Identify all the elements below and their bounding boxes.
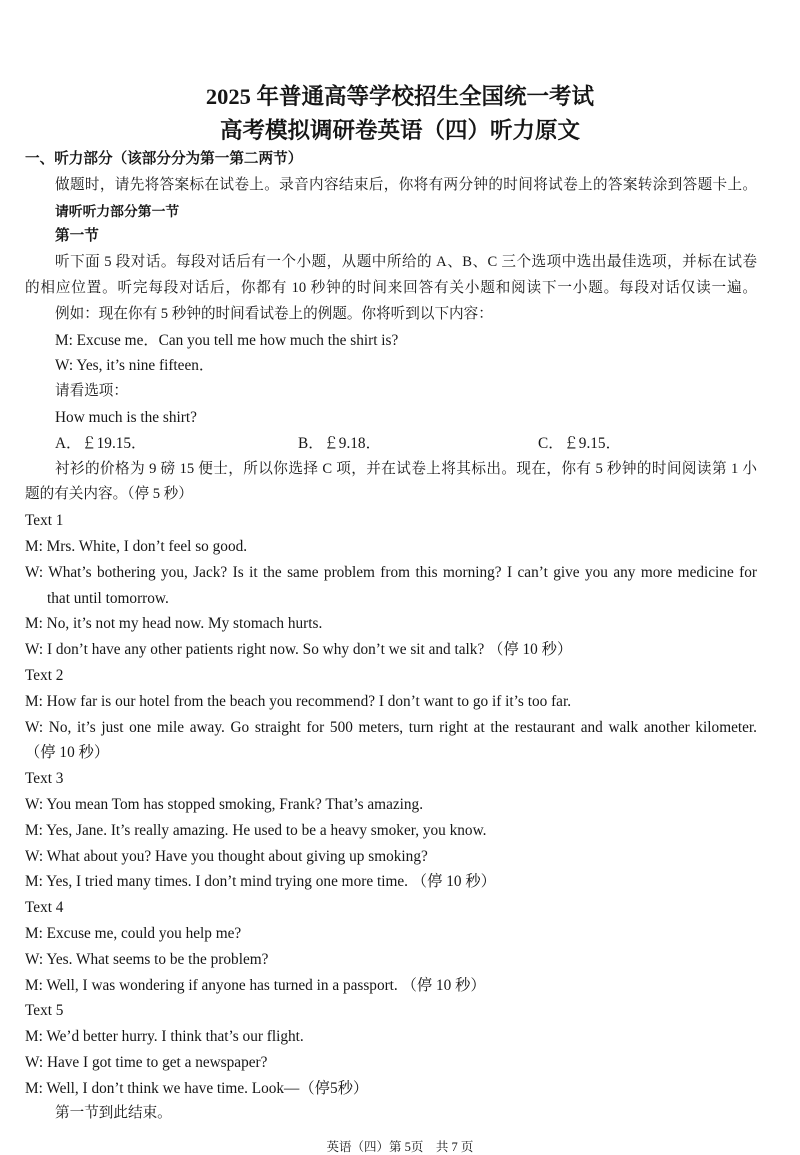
text-label: Text 2 [25,666,64,684]
dialogue-line: W: I don’t have any other patients right now. So why don’t we sit and talk? （停 10 秒） [25,641,573,659]
section-closing: 第一节到此结束。 [55,1105,172,1122]
example-question: How much is the shirt? [55,408,197,426]
text-label: Text 1 [25,512,64,530]
example-intro: 例如：现在你有 5 秒钟的时间看试卷上的例题。你将听到以下内容： [55,305,493,322]
option-b: B．￡9.18． [298,434,381,452]
dialogue-line: W: Have I got time to get a newspaper? [25,1053,268,1071]
dialogue-line: M: Yes, I tried many times. I don’t mind trying one more time. （停 10 秒） [25,873,496,891]
dialogue-line: W: No, it’s just one mile away. Go straight for 500 meters, turn right at the restaurant and walk another kilometer. [25,718,757,736]
options-prompt: 请看选项： [55,383,128,400]
dialogue-line-continuation: that until tomorrow. [47,589,169,607]
exam-title: 2025 年普通高等学校招生全国统一考试 [205,84,595,109]
document-subtitle: 高考模拟调研卷英语（四）听力原文 [219,118,580,143]
subsection-intro-line: 的相应位置。听完每段对话后，你都有 10 秒钟的时间来回答有关小题和阅读下一小题。每段对话仅读一遍。 [25,279,757,296]
pause-note: （停 10 秒） [25,744,110,762]
dialogue-line: M: Well, I don’t think we have time. Look—（停5秒） [25,1079,369,1097]
dialogue-line: M: Yes, Jane. It’s really amazing. He used to be a heavy smoker, you know. [25,821,487,839]
page-footer: 英语（四）第 5页 共 7 页 [326,1140,474,1154]
dialogue-line: M: Excuse me, could you help me? [25,924,242,942]
dialogue-line: W: What about you? Have you thought about giving up smoking? [25,847,428,865]
section-heading: 一、听力部分（该部分分为第一第二两节） [25,151,303,167]
dialogue-line: M: No, it’s not my head now. My stomach hurts. [25,615,323,633]
example-options [0,431,800,457]
dialogue-line: M: We’d better hurry. I think that’s our flight. [25,1028,304,1046]
text-label: Text 3 [25,770,64,788]
example-dialogue-line: W: Yes, it’s nine fifteen． [55,357,215,375]
subsection-intro-line: 听下面 5 段对话。每段对话后有一个小题，从题中所给的 A、B、C 三个选项中选出最佳选项，并标在试卷 [55,254,757,271]
dialogue-line: M: How far is our hotel from the beach you recommend? I don’t want to go if it’s too far. [25,692,572,710]
option-c: C．￡9.15． [538,434,621,452]
option-a: A．￡19.15． [55,434,147,452]
dialogue-line: W: Yes. What seems to be the problem? [25,950,269,968]
dialogue-line: W: What’s bothering you, Jack? Is it the same problem from this morning? I can’t give you any more medicine for [25,563,757,581]
example-explanation-line: 题的有关内容。（停 5 秒） [25,486,193,503]
part-note: 请听听力部分第一节 [55,203,180,219]
document-body [0,147,800,1127]
example-dialogue-line: M: Excuse me．Can you tell me how much the shirt is? [55,331,399,349]
instructions: 做题时，请先将答案标在试卷上。录音内容结束后，你将有两分钟的时间将试卷上的答案转涂到答题卡上。 [55,176,757,193]
text-label: Text 4 [25,899,64,917]
subsection-title: 第一节 [55,228,99,245]
example-explanation-line: 衬衫的价格为 9 磅 15 便士，所以你选择 C 项，并在试卷上将其标出。现在，你有 5 秒钟的时间阅读第 1 小 [55,460,757,477]
dialogue-line: W: You mean Tom has stopped smoking, Frank? That’s amazing. [25,795,424,813]
text-label: Text 5 [25,1002,64,1020]
dialogue-line: M: Well, I was wondering if anyone has turned in a passport. （停 10 秒） [25,976,486,994]
dialogue-line: M: Mrs. White, I don’t feel so good. [25,537,248,555]
